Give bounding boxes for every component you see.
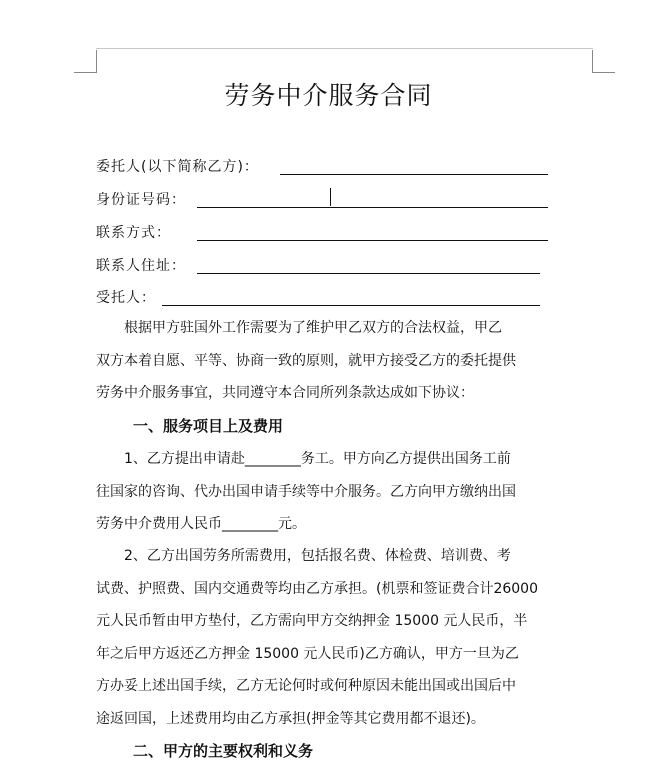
field-underline[interactable] [280,174,548,175]
section-heading-1: 一、服务项目上及费用 [133,417,284,435]
text-line: 元人民币暂由甲方垫付，乙方需向甲方交纳押金 15000 元人民币，半 [96,613,528,629]
field-address[interactable] [96,255,556,277]
field-label: 身份证号码： [96,192,186,208]
field-id-number[interactable] [96,189,556,211]
field-label: 受托人： [96,290,156,306]
document-title: 劳务中介服务合同 [224,81,433,110]
field-underline[interactable] [197,207,548,208]
field-underline[interactable] [162,305,540,306]
field-client[interactable] [96,156,556,178]
field-underline[interactable] [197,240,548,241]
field-trustee[interactable] [96,287,556,309]
section1-paragraph-2 [96,540,596,735]
text-line: 年之后甲方返还乙方押金 15000 元人民币)乙方确认，甲方一旦为乙 [96,645,519,662]
field-contact[interactable] [96,222,556,244]
text-line: 2、乙方出国劳务所需费用，包括报名费、体检费、培训费、考 [96,548,511,564]
text-line: 试费、护照费、国内交通费等均由乙方承担。(机票和签证费合计26000 [96,580,538,597]
margin-mark-top-right [592,50,615,73]
text-line: 劳务中介服务事宜，共同遵守本合同所列条款达成如下协议： [96,385,474,401]
page-top-border [96,48,593,49]
text-cursor [330,188,331,206]
section-heading-2: 二、甲方的主要权利和义务 [133,742,314,760]
text-line: 劳务中介费用人民币________元。 [96,516,306,532]
field-underline[interactable] [197,273,540,274]
section1-paragraph-1 [96,443,596,541]
field-label: 联系人住址： [96,258,186,274]
text-line: 1、乙方提出申请赴________务工。甲方向乙方提供出国务工前 [96,451,511,467]
text-line: 方办妥上述出国手续，乙方无论何时或何种原因未能出国或出国后中 [96,678,516,694]
field-label: 联系方式： [96,225,171,241]
margin-mark-top-left [74,50,97,73]
text-line: 往国家的咨询、代办出国申请手续等中介服务。乙方向甲方缴纳出国 [96,483,516,500]
text-line: 双方本着自愿、平等、协商一致的原则，就甲方接受乙方的委托提供 [96,352,516,369]
field-label: 委托人(以下简称乙方)： [96,159,259,175]
intro-paragraph [96,312,596,410]
text-line: 根据甲方驻国外工作需要为了维护甲乙双方的合法权益，甲乙 [96,320,502,336]
text-line: 途返回国，上述费用均由乙方承担(押金等其它费用都不退还)。 [96,710,485,727]
